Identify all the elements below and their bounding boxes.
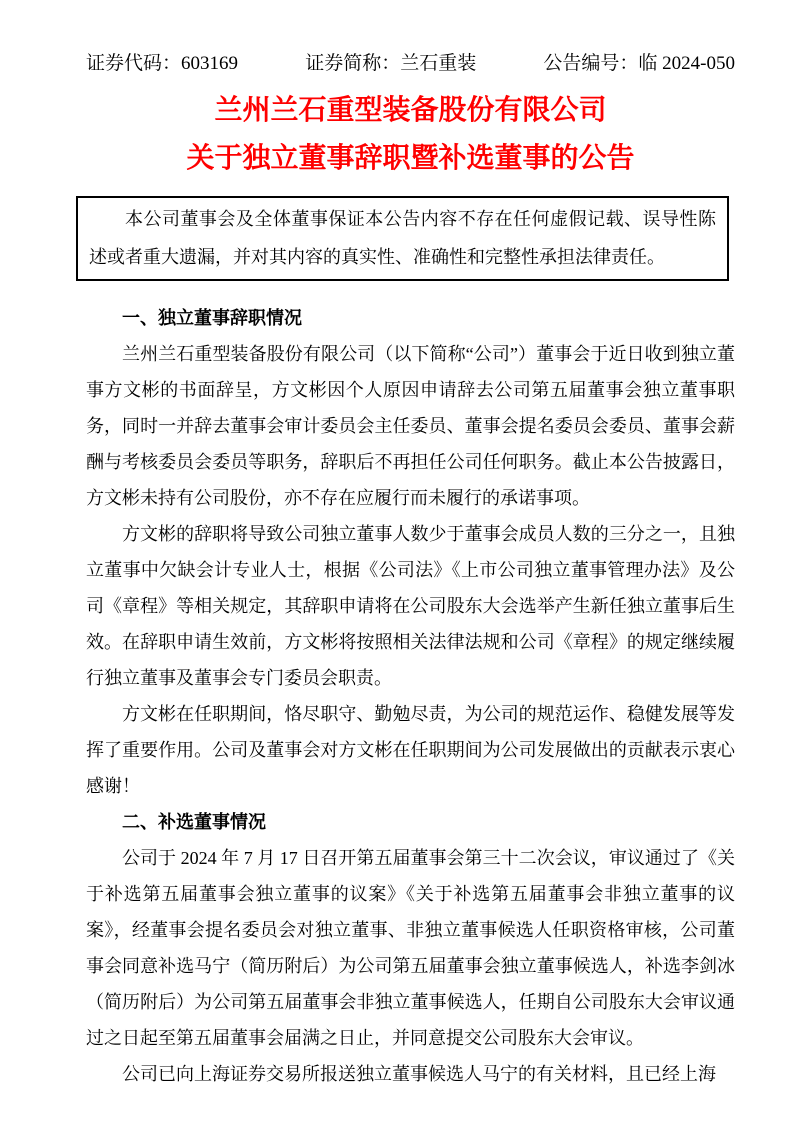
disclaimer-text: 本公司董事会及全体董事保证本公告内容不存在任何虚假记载、误导性陈述或者重大遗漏，并对其内容的真实性、准确性和完整性承担法律责任。	[89, 209, 716, 267]
section-2-paragraph-2: 公司已向上海证券交易所报送独立董事候选人马宁的有关材料，且已经上海	[122, 1064, 716, 1084]
section-1-paragraph-1: 兰州兰石重型装备股份有限公司（以下简称“公司”）董事会于近日收到独立董事方文彬的书面辞呈，方文彬因个人原因申请辞去公司第五届董事会独立董事职务，同时一并辞去董事会审计委员会主任委员、董事会提名委员会委员、董事会薪酬与考核委员会委员等职务，辞职后不再担任公司任何职务。截止本公告披露日，方文彬未持有公司股份，亦不存在应履行而未履行的承诺事项。	[86, 344, 735, 508]
section-resignation	[86, 300, 735, 804]
announcement-number-label: 公告编号：临 2024-050	[543, 53, 735, 74]
document-body	[86, 300, 735, 1092]
stock-abbr-label: 证券简称：兰石重装	[305, 53, 477, 74]
document-page	[86, 0, 735, 1092]
company-title: 兰州兰石重型装备股份有限公司	[214, 95, 607, 126]
section-byelection	[86, 804, 735, 1092]
section-1-paragraph-3: 方文彬在任职期间，恪尽职守、勤勉尽责，为公司的规范运作、稳健发展等发挥了重要作用。公司及董事会对方文彬在任职期间为公司发展做出的贡献表示衷心感谢！	[86, 704, 735, 796]
section-1-heading: 一、独立董事辞职情况	[122, 308, 302, 328]
stock-code-label: 证券代码：603169	[86, 53, 239, 74]
document-header	[86, 52, 735, 75]
section-2-paragraph-1: 公司于 2024 年 7 月 17 日召开第五届董事会第三十二次会议，审议通过了《关于补选第五届董事会独立董事的议案》《关于补选第五届董事会非独立董事的议案》，经董事会提名委员会对独立董事、非独立董事候选人任职资格审核，公司董事会同意补选马宁（简历附后）为公司第五届董事会独立董事候选人，补选李剑冰（简历附后）为公司第五届董事会非独立董事候选人，任期自公司股东大会审议通过之日起至第五届董事会届满之日止，并同意提交公司股东大会审议。	[86, 848, 735, 1048]
announcement-subject-title: 关于独立董事辞职暨补选董事的公告	[186, 143, 635, 174]
disclaimer-box	[76, 196, 729, 281]
section-2-heading: 二、补选董事情况	[122, 812, 266, 832]
section-1-paragraph-2: 方文彬的辞职将导致公司独立董事人数少于董事会成员人数的三分之一，且独立董事中欠缺会计专业人士，根据《公司法》《上市公司独立董事管理办法》及公司《章程》等相关规定，其辞职申请将在公司股东大会选举产生新任独立董事后生效。在辞职申请生效前，方文彬将按照相关法律法规和公司《章程》的规定继续履行独立董事及董事会专门委员会职责。	[86, 524, 735, 688]
